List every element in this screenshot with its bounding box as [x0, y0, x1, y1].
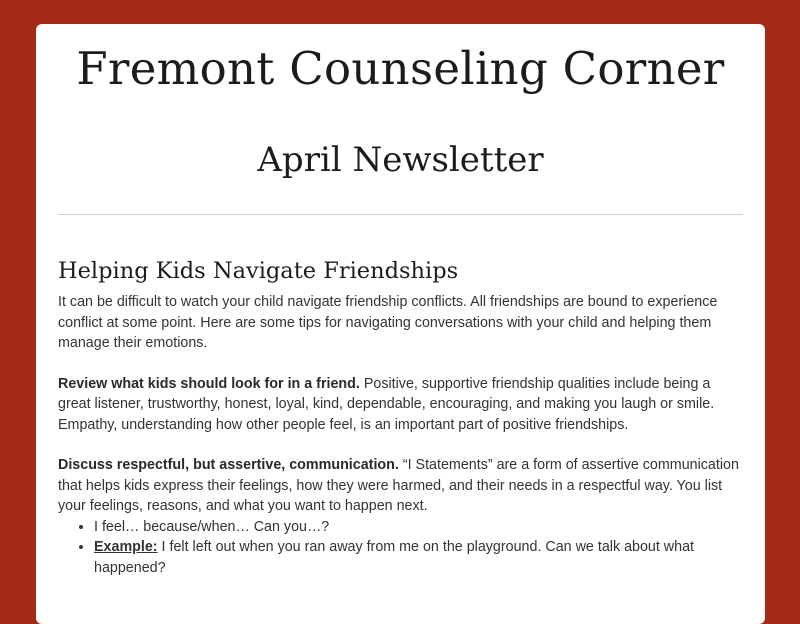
tip-communication-body: “I Statements” are a form of assertive communication that helps kids express their feelings, how they were harmed, and their needs in a respectful way. You list your feelings, reasons, and what you want to happen next. — [58, 457, 739, 514]
article-heading: Helping Kids Navigate Friendships — [58, 258, 459, 284]
tip-friend-qualities-body: Positive, supportive friendship qualities include being a great listener, trustworthy, honest, loyal, kind, dependable, encouraging, and making you laugh or smile. Empathy, understanding how other people feel, is an important part of positive friendships. — [58, 375, 715, 433]
list-item — [94, 517, 745, 538]
example-label: Example: — [94, 539, 158, 555]
tip-communication — [58, 455, 745, 517]
list-item-text: I feel… because/when… Can you…? — [94, 518, 330, 535]
list-item-text: I felt left out when you ran away from me on the playground. Can we talk about what happened? — [94, 539, 695, 576]
intro-paragraph: It can be difficult to watch your child navigate friendship conflicts. All friendships are bound to experience conflict at some point. Here are some tips for navigating conversations with your child and helping them manage their emotions. — [58, 294, 718, 351]
newsletter-card — [36, 24, 765, 624]
tip-friend-qualities-lead: Review what kids should look for in a friend. — [58, 375, 360, 392]
newsletter-subtitle: April Newsletter — [257, 140, 544, 180]
tip-communication-lead: Discuss respectful, but assertive, communication. — [58, 457, 399, 473]
list-item — [94, 537, 745, 578]
i-statement-list — [58, 517, 745, 579]
tip-friend-qualities — [58, 374, 745, 436]
article-section — [58, 258, 745, 578]
header-divider — [58, 214, 743, 215]
newsletter-title: Fremont Counseling Corner — [76, 42, 725, 95]
